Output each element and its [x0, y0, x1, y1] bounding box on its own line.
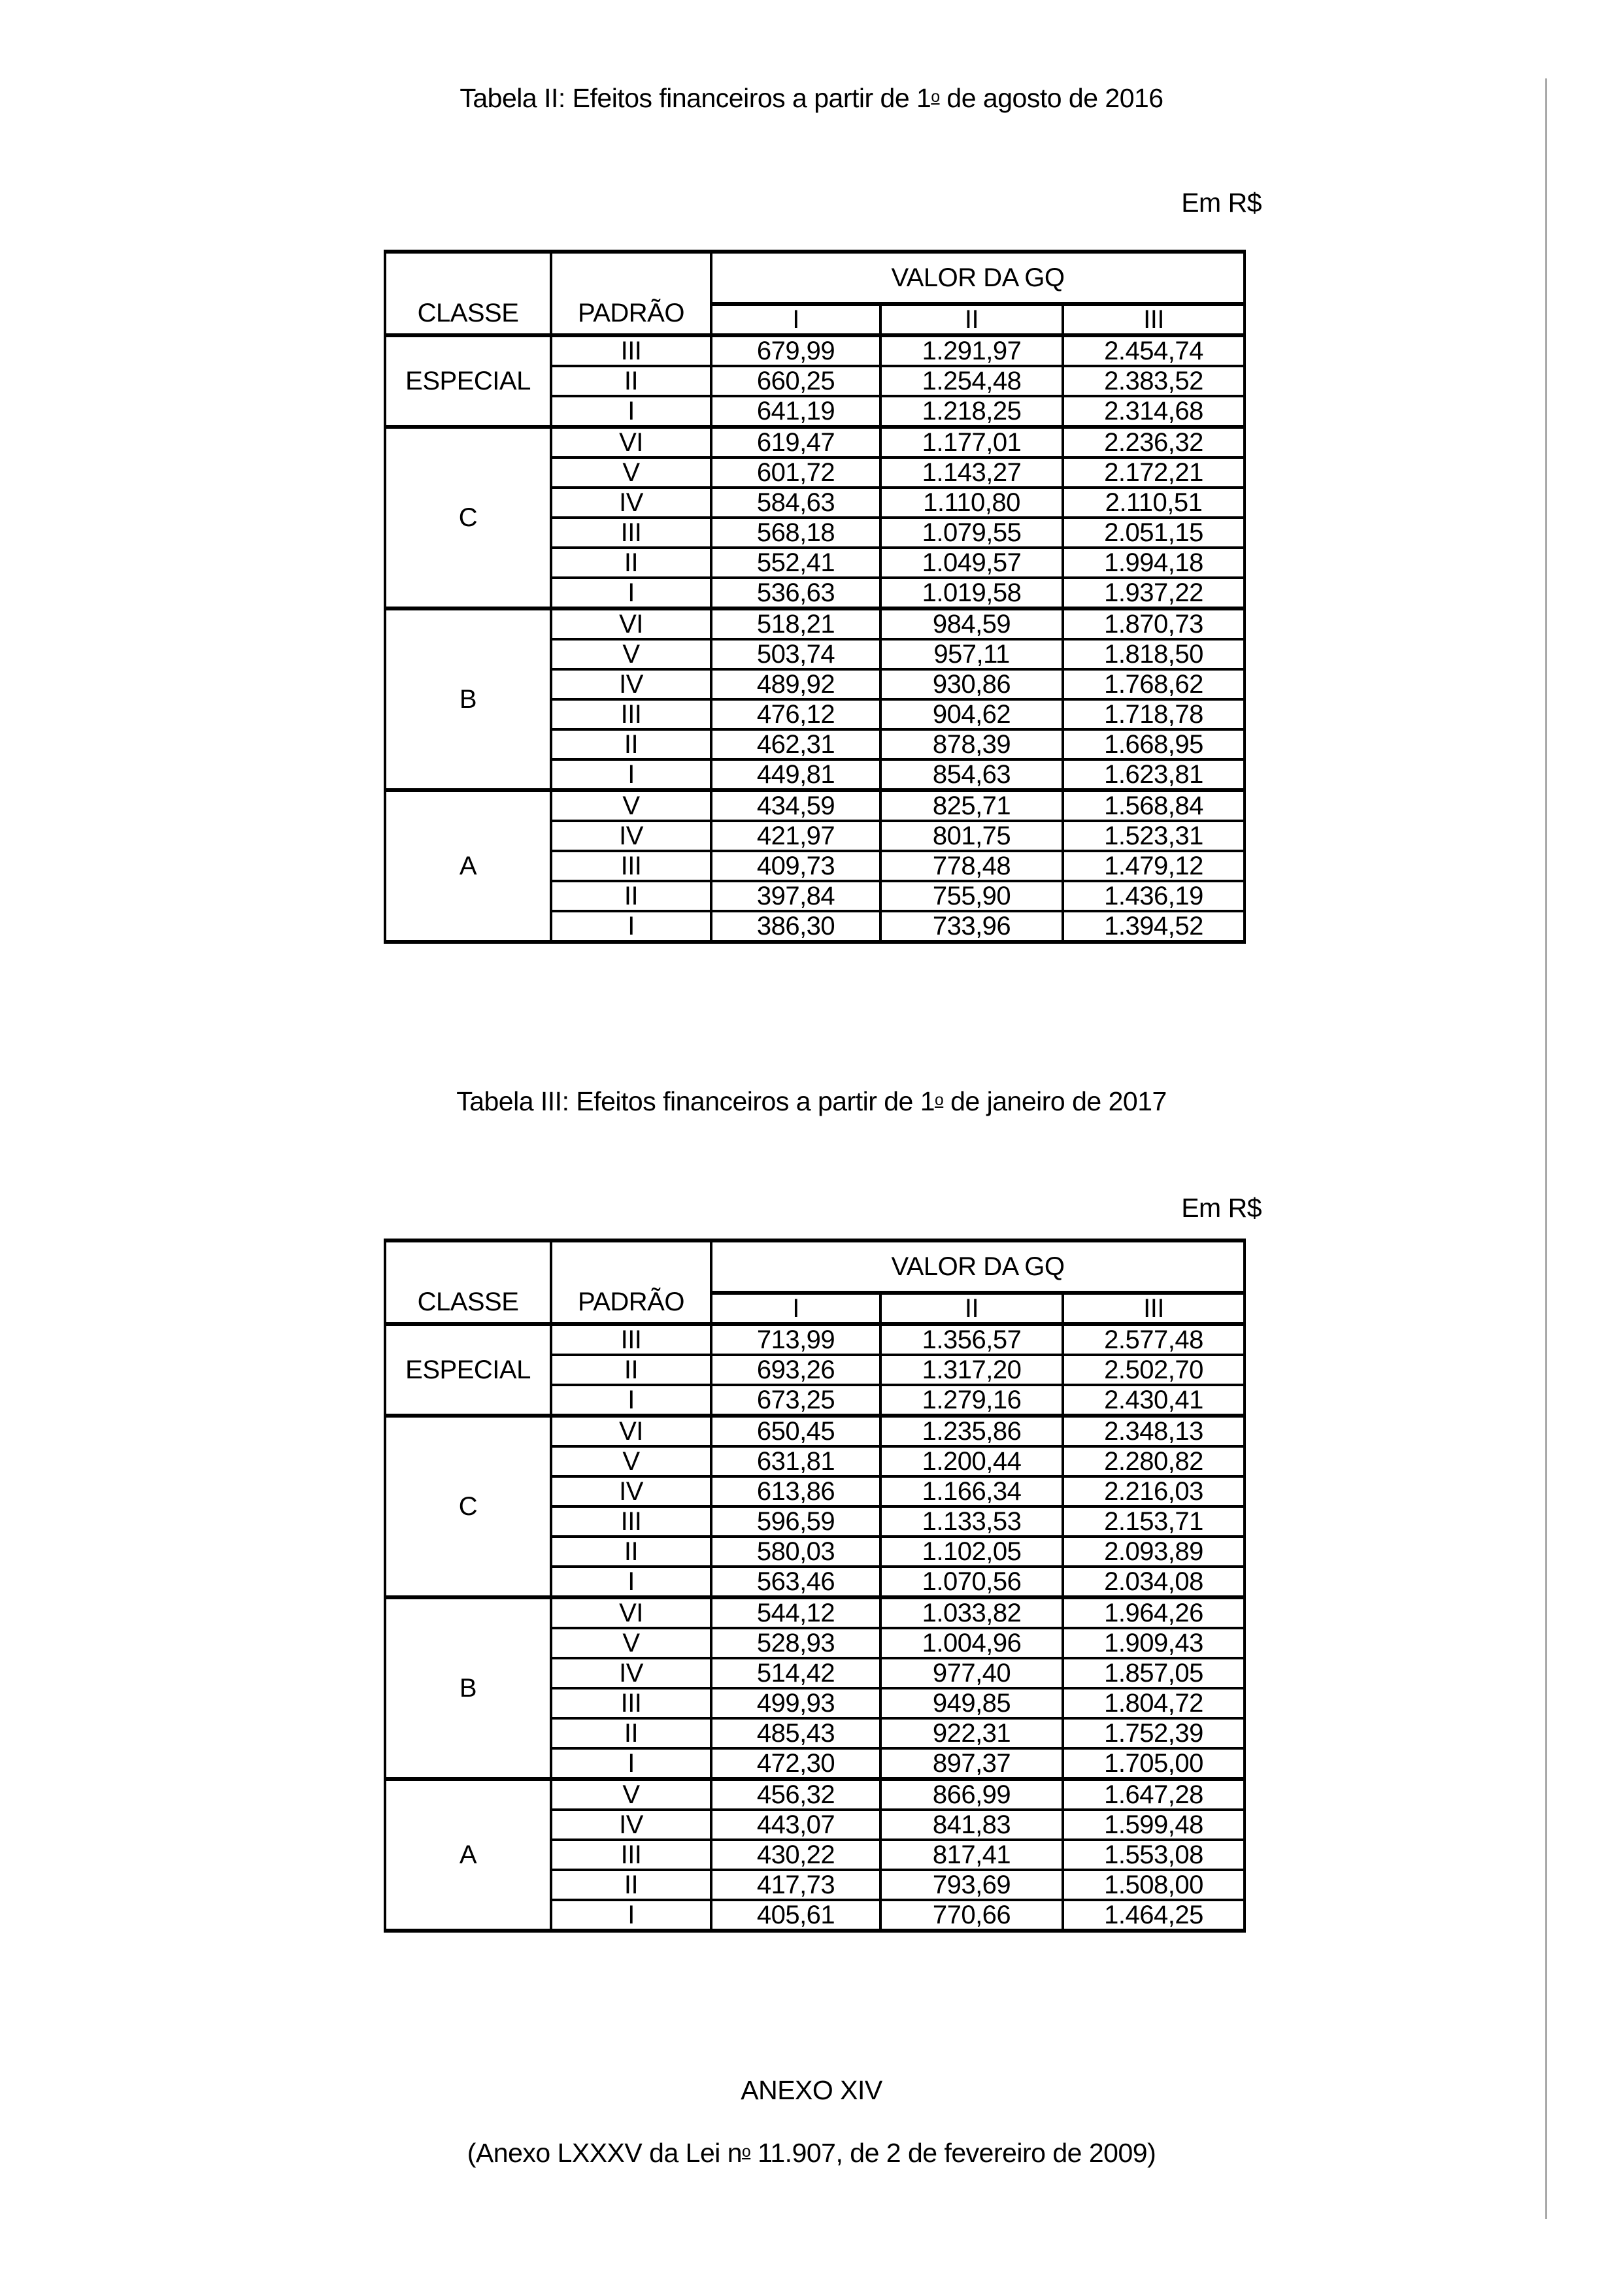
padrao-cell: I: [551, 396, 711, 427]
padrao-cell: III: [551, 1324, 711, 1355]
padrao-cell: II: [551, 1718, 711, 1748]
padrao-cell: I: [551, 911, 711, 942]
value-cell: 421,97: [711, 821, 880, 851]
value-cell: 528,93: [711, 1628, 880, 1658]
value-cell: 1.033,82: [880, 1597, 1063, 1628]
header-row-main: [385, 252, 1245, 304]
value-cell: 456,32: [711, 1779, 880, 1810]
value-cell: 949,85: [880, 1688, 1063, 1718]
value-cell: 854,63: [880, 759, 1063, 790]
value-cell: 755,90: [880, 881, 1063, 911]
value-cell: 770,66: [880, 1900, 1063, 1931]
value-cell: 1.647,28: [1063, 1779, 1245, 1810]
value-cell: 2.034,08: [1063, 1567, 1245, 1597]
value-cell: 1.705,00: [1063, 1748, 1245, 1779]
table-row: [385, 1416, 1245, 1446]
value-cell: 922,31: [880, 1718, 1063, 1748]
value-cell: 2.051,15: [1063, 518, 1245, 548]
ordinal-indicator: o: [742, 2142, 751, 2161]
value-cell: 878,39: [880, 729, 1063, 759]
table-header: [385, 252, 1245, 335]
value-cell: 1.019,58: [880, 578, 1063, 608]
anexo-reference: [0, 2138, 1623, 2168]
value-cell: 568,18: [711, 518, 880, 548]
padrao-cell: III: [551, 1506, 711, 1537]
value-cell: 897,37: [880, 1748, 1063, 1779]
value-cell: 631,81: [711, 1446, 880, 1476]
value-cell: 476,12: [711, 699, 880, 729]
value-cell: 1.102,05: [880, 1537, 1063, 1567]
value-cell: 1.317,20: [880, 1355, 1063, 1385]
value-cell: 449,81: [711, 759, 880, 790]
table-header: [385, 1240, 1245, 1324]
value-cell: 984,59: [880, 608, 1063, 639]
anexo-heading: ANEXO XIV: [741, 2075, 882, 2105]
value-cell: 2.314,68: [1063, 396, 1245, 427]
table-2-title-prefix: Tabela III: Efeitos financeiros a partir de 1: [456, 1086, 935, 1116]
padrao-cell: II: [551, 366, 711, 396]
value-cell: 584,63: [711, 488, 880, 518]
value-cell: 693,26: [711, 1355, 880, 1385]
value-cell: 2.110,51: [1063, 488, 1245, 518]
padrao-cell: V: [551, 1779, 711, 1810]
gq-level-header: II: [880, 1293, 1063, 1324]
value-cell: 2.430,41: [1063, 1385, 1245, 1416]
padrao-cell: II: [551, 1355, 711, 1385]
value-cell: 563,46: [711, 1567, 880, 1597]
padrao-cell: III: [551, 1840, 711, 1870]
value-cell: 1.166,34: [880, 1476, 1063, 1506]
padrao-cell: III: [551, 699, 711, 729]
padrao-cell: III: [551, 1688, 711, 1718]
value-cell: 1.909,43: [1063, 1628, 1245, 1658]
padrao-cell: I: [551, 1567, 711, 1597]
padrao-cell: II: [551, 1537, 711, 1567]
classe-column-header: CLASSE: [385, 1240, 551, 1324]
value-cell: 1.857,05: [1063, 1658, 1245, 1688]
value-cell: 613,86: [711, 1476, 880, 1506]
value-cell: 417,73: [711, 1870, 880, 1900]
value-cell: 2.236,32: [1063, 427, 1245, 458]
padrao-cell: VI: [551, 1597, 711, 1628]
value-cell: 1.508,00: [1063, 1870, 1245, 1900]
currency-note-1: Em R$: [1181, 188, 1262, 218]
table-row: [385, 790, 1245, 821]
value-cell: 1.004,96: [880, 1628, 1063, 1658]
value-cell: 518,21: [711, 608, 880, 639]
padrao-cell: II: [551, 729, 711, 759]
padrao-cell: VI: [551, 427, 711, 458]
padrao-cell: I: [551, 1748, 711, 1779]
value-cell: 619,47: [711, 427, 880, 458]
padrao-cell: V: [551, 1628, 711, 1658]
value-cell: 472,30: [711, 1748, 880, 1779]
padrao-cell: IV: [551, 1476, 711, 1506]
value-cell: 544,12: [711, 1597, 880, 1628]
value-cell: 601,72: [711, 458, 880, 488]
value-cell: 801,75: [880, 821, 1063, 851]
table-2-title-rest: de janeiro de 2017: [943, 1086, 1167, 1116]
value-cell: 514,42: [711, 1658, 880, 1688]
table-row: [385, 335, 1245, 366]
value-cell: 2.153,71: [1063, 1506, 1245, 1537]
value-cell: 1.964,26: [1063, 1597, 1245, 1628]
value-cell: 1.994,18: [1063, 548, 1245, 578]
value-cell: 866,99: [880, 1779, 1063, 1810]
value-cell: 2.348,13: [1063, 1416, 1245, 1446]
table-2-container: [384, 1239, 1246, 1933]
classe-cell: B: [385, 1597, 551, 1779]
ordinal-indicator: o: [931, 88, 940, 106]
value-cell: 2.454,74: [1063, 335, 1245, 366]
value-cell: 503,74: [711, 639, 880, 669]
value-cell: 977,40: [880, 1658, 1063, 1688]
gq-level-header: I: [711, 1293, 880, 1324]
padrao-cell: V: [551, 790, 711, 821]
value-cell: 1.070,56: [880, 1567, 1063, 1597]
value-cell: 1.479,12: [1063, 851, 1245, 881]
header-row-main: [385, 1240, 1245, 1293]
padrao-cell: V: [551, 1446, 711, 1476]
value-cell: 641,19: [711, 396, 880, 427]
padrao-cell: II: [551, 1870, 711, 1900]
value-cell: 1.177,01: [880, 427, 1063, 458]
value-cell: 1.718,78: [1063, 699, 1245, 729]
classe-cell: B: [385, 608, 551, 790]
value-cell: 1.143,27: [880, 458, 1063, 488]
table-row: [385, 427, 1245, 458]
value-cell: 397,84: [711, 881, 880, 911]
value-cell: 2.280,82: [1063, 1446, 1245, 1476]
table-row: [385, 1779, 1245, 1810]
padrao-cell: IV: [551, 1810, 711, 1840]
value-cell: 409,73: [711, 851, 880, 881]
value-cell: 817,41: [880, 1840, 1063, 1870]
value-cell: 2.502,70: [1063, 1355, 1245, 1385]
salary-table-2016: [384, 250, 1246, 944]
value-cell: 1.768,62: [1063, 669, 1245, 699]
table-1-title-rest: de agosto de 2016: [939, 83, 1163, 113]
value-cell: 825,71: [880, 790, 1063, 821]
value-cell: 405,61: [711, 1900, 880, 1931]
table-1-container: [384, 250, 1246, 944]
table-row: [385, 1324, 1245, 1355]
padrao-cell: I: [551, 1900, 711, 1931]
padrao-cell: IV: [551, 488, 711, 518]
value-cell: 443,07: [711, 1810, 880, 1840]
value-cell: 904,62: [880, 699, 1063, 729]
gq-level-header: III: [1063, 1293, 1245, 1324]
padrao-cell: VI: [551, 1416, 711, 1446]
value-cell: 596,59: [711, 1506, 880, 1537]
padrao-cell: V: [551, 639, 711, 669]
value-cell: 1.049,57: [880, 548, 1063, 578]
classe-cell: A: [385, 790, 551, 942]
value-cell: 841,83: [880, 1810, 1063, 1840]
padrao-column-header: PADRÃO: [551, 1240, 711, 1324]
padrao-cell: IV: [551, 821, 711, 851]
classe-cell: ESPECIAL: [385, 335, 551, 427]
table-1-title: [0, 84, 1623, 113]
value-cell: 499,93: [711, 1688, 880, 1718]
gq-level-header: I: [711, 304, 880, 335]
value-cell: 1.218,25: [880, 396, 1063, 427]
value-cell: 2.216,03: [1063, 1476, 1245, 1506]
value-cell: 1.668,95: [1063, 729, 1245, 759]
padrao-cell: IV: [551, 669, 711, 699]
value-cell: 930,86: [880, 669, 1063, 699]
ordinal-indicator: o: [935, 1091, 944, 1109]
value-cell: 2.172,21: [1063, 458, 1245, 488]
gq-level-header: II: [880, 304, 1063, 335]
table-1-title-prefix: Tabela II: Efeitos financeiros a partir de 1: [460, 83, 931, 113]
value-cell: 1.804,72: [1063, 1688, 1245, 1718]
value-cell: 489,92: [711, 669, 880, 699]
table-body: [385, 335, 1245, 942]
padrao-column-header: PADRÃO: [551, 252, 711, 335]
value-cell: 1.110,80: [880, 488, 1063, 518]
classe-cell: C: [385, 1416, 551, 1597]
salary-table-2017: [384, 1239, 1246, 1933]
table-body: [385, 1324, 1245, 1931]
padrao-cell: VI: [551, 608, 711, 639]
table-row: [385, 1597, 1245, 1628]
gq-level-header: III: [1063, 304, 1245, 335]
value-cell: 1.870,73: [1063, 608, 1245, 639]
value-cell: 793,69: [880, 1870, 1063, 1900]
value-cell: 386,30: [711, 911, 880, 942]
value-cell: 1.394,52: [1063, 911, 1245, 942]
value-cell: 1.937,22: [1063, 578, 1245, 608]
table-2-title: [0, 1087, 1623, 1116]
value-cell: 1.254,48: [880, 366, 1063, 396]
value-cell: 2.383,52: [1063, 366, 1245, 396]
value-cell: 660,25: [711, 366, 880, 396]
padrao-cell: IV: [551, 1658, 711, 1688]
classe-cell: C: [385, 427, 551, 608]
padrao-cell: III: [551, 518, 711, 548]
value-cell: 1.752,39: [1063, 1718, 1245, 1748]
value-cell: 713,99: [711, 1324, 880, 1355]
padrao-cell: III: [551, 851, 711, 881]
value-cell: 430,22: [711, 1840, 880, 1870]
padrao-cell: III: [551, 335, 711, 366]
value-cell: 1.079,55: [880, 518, 1063, 548]
value-cell: 552,41: [711, 548, 880, 578]
value-cell: 679,99: [711, 335, 880, 366]
classe-cell: A: [385, 1779, 551, 1931]
value-cell: 1.623,81: [1063, 759, 1245, 790]
value-cell: 485,43: [711, 1718, 880, 1748]
valor-gq-header: VALOR DA GQ: [711, 252, 1245, 304]
value-cell: 1.356,57: [880, 1324, 1063, 1355]
value-cell: 733,96: [880, 911, 1063, 942]
value-cell: 1.523,31: [1063, 821, 1245, 851]
anexo-reference-prefix: (Anexo LXXXV da Lei n: [467, 2138, 743, 2168]
value-cell: 1.235,86: [880, 1416, 1063, 1446]
value-cell: 536,63: [711, 578, 880, 608]
value-cell: 1.568,84: [1063, 790, 1245, 821]
value-cell: 2.577,48: [1063, 1324, 1245, 1355]
value-cell: 1.464,25: [1063, 1900, 1245, 1931]
table-row: [385, 608, 1245, 639]
value-cell: 1.436,19: [1063, 881, 1245, 911]
page-edge-line: [1545, 78, 1547, 2219]
value-cell: 673,25: [711, 1385, 880, 1416]
padrao-cell: II: [551, 881, 711, 911]
value-cell: 1.291,97: [880, 335, 1063, 366]
value-cell: 1.200,44: [880, 1446, 1063, 1476]
value-cell: 462,31: [711, 729, 880, 759]
padrao-cell: I: [551, 1385, 711, 1416]
padrao-cell: V: [551, 458, 711, 488]
value-cell: 1.279,16: [880, 1385, 1063, 1416]
value-cell: 650,45: [711, 1416, 880, 1446]
classe-column-header: CLASSE: [385, 252, 551, 335]
value-cell: 580,03: [711, 1537, 880, 1567]
padrao-cell: I: [551, 759, 711, 790]
value-cell: 1.553,08: [1063, 1840, 1245, 1870]
padrao-cell: II: [551, 548, 711, 578]
valor-gq-header: VALOR DA GQ: [711, 1240, 1245, 1293]
classe-cell: ESPECIAL: [385, 1324, 551, 1416]
value-cell: 1.818,50: [1063, 639, 1245, 669]
value-cell: 1.599,48: [1063, 1810, 1245, 1840]
value-cell: 957,11: [880, 639, 1063, 669]
anexo-reference-rest: 11.907, de 2 de fevereiro de 2009): [750, 2138, 1156, 2168]
value-cell: 1.133,53: [880, 1506, 1063, 1537]
value-cell: 778,48: [880, 851, 1063, 881]
currency-note-2: Em R$: [1181, 1193, 1262, 1223]
padrao-cell: I: [551, 578, 711, 608]
value-cell: 434,59: [711, 790, 880, 821]
value-cell: 2.093,89: [1063, 1537, 1245, 1567]
